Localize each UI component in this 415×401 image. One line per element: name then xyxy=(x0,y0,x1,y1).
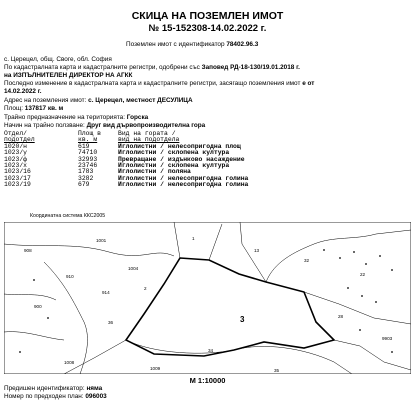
table-cell: 1783 xyxy=(78,168,94,176)
table-header: Вид на гората / xyxy=(118,130,176,137)
table-cell: 619 xyxy=(78,142,90,150)
table-col-forest-type xyxy=(118,131,248,189)
table-cell: 23746 xyxy=(78,161,98,169)
table-cell: 1023/19 xyxy=(4,181,31,189)
identifier-value: 78402.96.3 xyxy=(226,41,259,48)
table-cell: 1023/17 xyxy=(4,174,31,182)
map-label: 914 xyxy=(102,290,110,295)
map-label: 1009 xyxy=(150,366,161,371)
map-label: 32 xyxy=(304,258,310,263)
address-line xyxy=(4,97,193,105)
map-label: 9903 xyxy=(382,336,393,341)
map-label: 1001 xyxy=(96,238,107,243)
approval-line xyxy=(4,64,300,72)
location-text: с. Церецел, общ. Своге, обл. София xyxy=(4,56,112,63)
table-cell: Иглолистни / нелесопригодна площ xyxy=(118,142,241,150)
last-change-from: е от xyxy=(302,80,315,87)
table-header: вид на подотдела xyxy=(118,136,180,144)
table-header: подотдел xyxy=(4,136,35,144)
table-cell: 1023/х xyxy=(4,161,28,169)
subject-parcel-number: 3 xyxy=(240,315,245,324)
address-label: Адрес на поземления имот: xyxy=(4,97,87,104)
area-label: Площ: xyxy=(4,105,23,112)
coord-system-label: Координатна система ККС2005 xyxy=(30,213,106,219)
usage-line xyxy=(4,122,205,130)
previous-id-line xyxy=(4,385,102,393)
table-col-subsection xyxy=(4,131,35,189)
usage-label: Начин на трайно ползване: xyxy=(4,122,85,129)
last-change-line xyxy=(4,80,314,88)
table-cell: 1020/н xyxy=(4,142,28,150)
table-cell: 1023/у xyxy=(4,149,28,157)
sketch-number: № 15-152308-14.02.2022 г. xyxy=(148,23,267,34)
previous-plan-label: Номер по предходен план: xyxy=(4,393,84,400)
identifier-label: Поземлен имот с идентификатор xyxy=(126,41,225,48)
forest-table xyxy=(4,131,304,206)
map-label: 28 xyxy=(338,314,344,319)
approval-order: Заповед РД-18-130/19.01.2018 г. xyxy=(201,64,300,71)
table-cell: 74710 xyxy=(78,149,98,157)
area-line xyxy=(4,105,63,113)
purpose-label: Трайно предназначение на територията: xyxy=(4,114,126,121)
table-header: Отдел/ xyxy=(4,130,28,137)
map-label: 908 xyxy=(24,248,32,253)
map-label: 900 xyxy=(34,304,42,309)
table-cell: 3282 xyxy=(78,174,94,182)
approval-authority: на ИЗПЪЛНИТЕЛЕН ДИРЕКТОР НА АГКК xyxy=(4,72,133,79)
previous-id-value: няма xyxy=(86,385,103,392)
table-cell: 1023/ф xyxy=(4,155,28,163)
approval-text: По кадастралната карта и кадастралните регистри, одобрени със xyxy=(4,64,200,71)
map-label: 1004 xyxy=(128,266,139,271)
map-label: 910 xyxy=(66,274,74,279)
last-change-date: 14.02.2022 г. xyxy=(4,88,42,95)
map-label: 22 xyxy=(360,272,366,277)
location-line xyxy=(4,56,112,64)
previous-id-label: Предишен идентификатор: xyxy=(4,385,85,392)
table-header: кв. м xyxy=(78,136,98,144)
previous-plan-value: 096003 xyxy=(85,393,107,400)
table-cell: Иглолистни / нелесопригодна голина xyxy=(118,181,249,189)
last-change-text: Последно изменение в кадастралната карта и кадастралните регистри, засягащо поземления имот xyxy=(4,80,301,87)
map-label: 1008 xyxy=(64,360,75,365)
table-cell: 32993 xyxy=(78,155,98,163)
table-cell: Превращане / издънково насаждение xyxy=(118,155,245,163)
table-cell: Иглолистни / склопена култура xyxy=(118,161,230,169)
address-value: с. Церецел, местност ДЕСУЛИЦА xyxy=(88,97,193,104)
map-label: 35 xyxy=(274,368,280,373)
map-label: 34 xyxy=(208,348,214,353)
table-cell: Иглолистни / склопена култура xyxy=(118,149,230,157)
map-label: 13 xyxy=(254,248,260,253)
map-label: 2 xyxy=(144,286,147,291)
map-label: 36 xyxy=(108,320,114,325)
table-header: Площ в xyxy=(78,130,102,137)
sketch-title: СКИЦА НА ПОЗЕМЛЕН ИМОТ xyxy=(131,10,284,22)
table-cell: Иглолистни / нелесопригодна голина xyxy=(118,174,249,182)
table-cell: 679 xyxy=(78,181,90,189)
purpose-value: Горска xyxy=(126,114,149,121)
table-col-area xyxy=(78,131,101,189)
cadastral-map xyxy=(4,222,411,374)
map-scale: М 1:10000 xyxy=(189,376,226,385)
table-cell: Иглолистни / поляна xyxy=(118,168,191,176)
purpose-line xyxy=(4,114,148,122)
map-label: 1 xyxy=(192,236,195,241)
area-value: 137817 кв. м xyxy=(24,105,64,112)
usage-value: Друг вид дървопроизводителна гора xyxy=(86,122,206,129)
identifier-line xyxy=(126,41,258,49)
table-cell: 1023/16 xyxy=(4,168,31,176)
